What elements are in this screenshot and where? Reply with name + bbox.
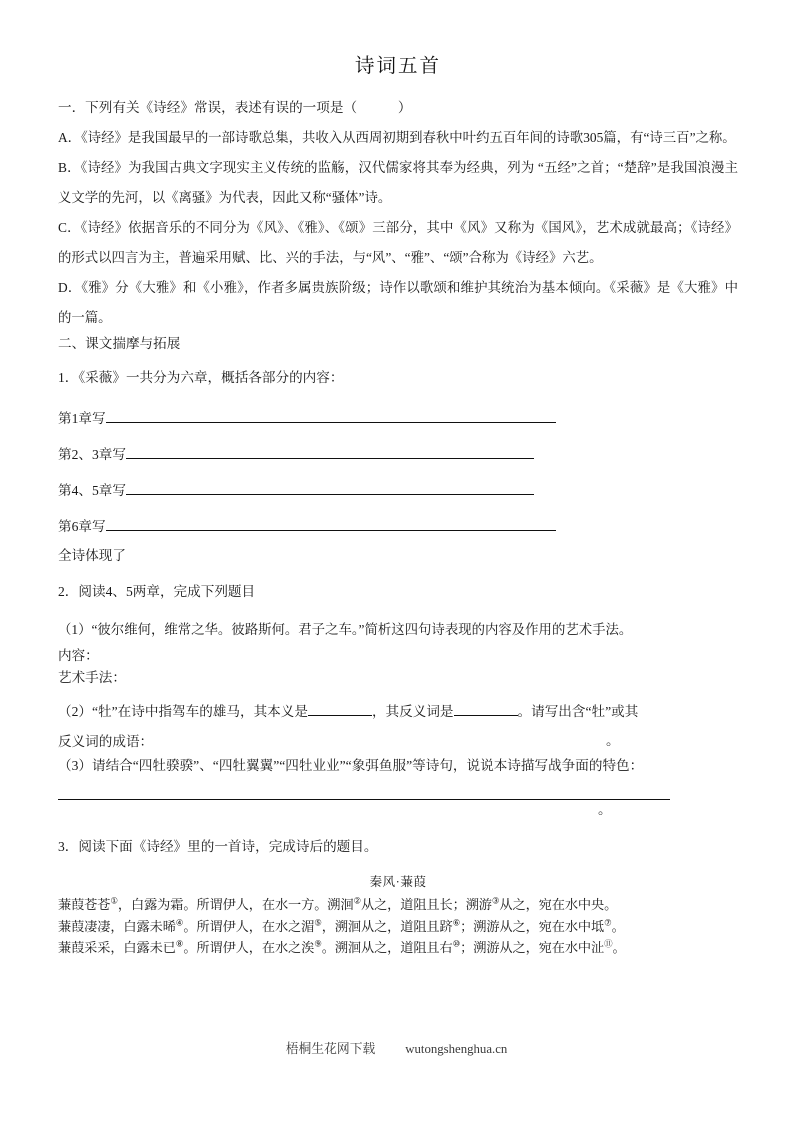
- blank-row-chapter-6: [58, 509, 738, 545]
- poem-annotation-marker: ⑧: [175, 938, 184, 949]
- sub2-part3: 。请写出含“牡”或其: [517, 704, 639, 720]
- answer-blank[interactable]: [126, 480, 534, 495]
- answer-blank[interactable]: [106, 408, 556, 423]
- spacer: [58, 355, 738, 363]
- poem-text: ，溯洄从之，道阻且跻: [321, 918, 453, 934]
- sub3-trailing-dot: 。: [598, 802, 612, 818]
- poem-text: 从之，宛在水中央。: [499, 897, 618, 913]
- spacer: [58, 862, 738, 870]
- sub2-part2: ，其反义词是: [371, 704, 454, 720]
- poem-text: 从之，道阻且长；溯游: [361, 897, 492, 913]
- poem-text: 。: [611, 918, 625, 934]
- poem-annotation-marker: ④: [175, 917, 184, 928]
- section-two-heading: 二、课文揣摩与拓展: [58, 336, 181, 352]
- poem-body: [58, 894, 738, 959]
- footer-site-url: wutongshenghua.cn: [405, 1042, 508, 1056]
- question-one-stem: 一．下列有关《诗经》常误，表述有误的一项是（ ）: [58, 100, 412, 116]
- spacer: [58, 820, 738, 832]
- blank-row-chapter-4-5: [58, 473, 738, 509]
- poem-text: 蒹葭凄凄，白露未晞: [58, 918, 176, 934]
- sub2-trailing-dot: 。: [606, 733, 620, 749]
- footer-site-name: 梧桐生花网下载: [285, 1042, 376, 1056]
- blank-row-chapter-2-3: [58, 437, 738, 473]
- sub2-part1: （2）“牡”在诗中指驾车的雄马，其本义是: [58, 704, 308, 720]
- label-technique: 艺术手法：: [58, 670, 126, 686]
- option-a: A．《诗经》是我国最早的一部诗歌总集，共收入从西周初期到春秋中叶约五百年间的诗歌305篇，有“诗三百”之称。: [58, 130, 736, 146]
- poem-annotation-marker: ⑪: [604, 938, 613, 949]
- sub2-part4: 反义词的成语：: [58, 734, 154, 750]
- poem-annotation-marker: ⑤: [314, 917, 322, 928]
- poem-text: ，白露为霜。所谓伊人，在水一方。溯洄: [117, 897, 354, 913]
- label-content: 内容：: [58, 648, 99, 664]
- poem-line: [58, 937, 738, 959]
- poem-line: [58, 894, 738, 916]
- footer: [0, 1038, 793, 1057]
- answer-blank[interactable]: [126, 444, 534, 459]
- poem-annotation-marker: ⑦: [604, 917, 612, 928]
- option-c: C．《诗经》依据音乐的不同分为《风》、《雅》、《颂》三部分，其中《风》又称为《国风》，艺术成就最高；《诗经》的形式以四言为主，普遍采用赋、比、兴的手法，与“风”、“雅”、“颂”合称为《诗经》六艺。: [58, 220, 738, 266]
- page-title: 诗词五首: [354, 56, 441, 77]
- poem-text: 蒹葭苍苍: [58, 897, 111, 913]
- answer-blank-benyi[interactable]: [308, 702, 372, 716]
- answer-blank-long[interactable]: [58, 783, 670, 800]
- q1-closing-text: 全诗体现了: [58, 548, 126, 564]
- question-2-2-sub2: [58, 697, 738, 727]
- poem-annotation-marker: ②: [353, 895, 361, 906]
- question-2-3-stem: 3．阅读下面《诗经》里的一首诗，完成诗后的题目。: [58, 839, 378, 855]
- spacer: [58, 607, 738, 615]
- poem-annotation-marker: ①: [110, 895, 118, 906]
- poem-text: ；溯游从之，宛在水中坻: [460, 918, 605, 934]
- blank-label: 第6章写: [58, 519, 106, 535]
- question-2-2-stem: 2．阅读4、5两章，完成下列题目: [58, 584, 256, 600]
- question-2-1-stem: 1．《采薇》一共分为六章，概括各部分的内容：: [58, 370, 344, 386]
- blank-label: 第1章写: [58, 411, 106, 427]
- blank-label: 第2、3章写: [58, 447, 126, 463]
- question-2-2-sub3: （3）请结合“四牡骙骙”、“四牡翼翼”“四牡业业”“象弭鱼服”等诗句，说说本诗描写战争面的特色：: [58, 758, 644, 774]
- poem-annotation-marker: ⑨: [314, 938, 322, 949]
- poem-text: 。溯洄从之，道阻且右: [321, 940, 453, 956]
- poem-line: [58, 916, 738, 938]
- poem-annotation-marker: ③: [491, 895, 500, 906]
- option-b: B．《诗经》为我国古典文字现实主义传统的监觞，汉代儒家将其奉为经典，列为 “五经”之首；“楚辞”是我国浪漫主义文学的先河，以《离骚》为代表，因此又称“骚体”诗。: [58, 160, 738, 206]
- document-content: [58, 52, 738, 959]
- blank-row-chapter-1: [58, 401, 738, 437]
- poem-annotation-marker: ⑩: [452, 938, 461, 949]
- poem-text: ；溯游从之，宛在水中沚: [460, 940, 605, 956]
- poem-text: 。: [612, 940, 626, 956]
- poem-text: 蒹葭采采，白露未已: [58, 940, 176, 956]
- option-d: D．《雅》分《大雅》和《小雅》，作者多属贵族阶级；诗作以歌颂和维护其统治为基本倾向。《采薇》是《大雅》中的一篇。: [58, 280, 738, 326]
- spacer: [58, 393, 738, 401]
- answer-blank[interactable]: [106, 516, 556, 531]
- spacer: [58, 689, 738, 697]
- question-2-2-sub1: （1）“彼尔维何，维常之华。彼路斯何。君子之车。”简析这四句诗表现的内容及作用的艺术手法。: [58, 622, 633, 638]
- poem-title: 秦风·蒹葭: [369, 875, 427, 890]
- poem-text: 。所谓伊人，在水之湄: [183, 918, 315, 934]
- poem-text: 。所谓伊人，在水之涘: [183, 940, 315, 956]
- poem-annotation-marker: ⑥: [452, 917, 461, 928]
- answer-blank-fanyici[interactable]: [454, 702, 518, 716]
- spacer: [58, 567, 738, 577]
- blank-label: 第4、5章写: [58, 483, 126, 499]
